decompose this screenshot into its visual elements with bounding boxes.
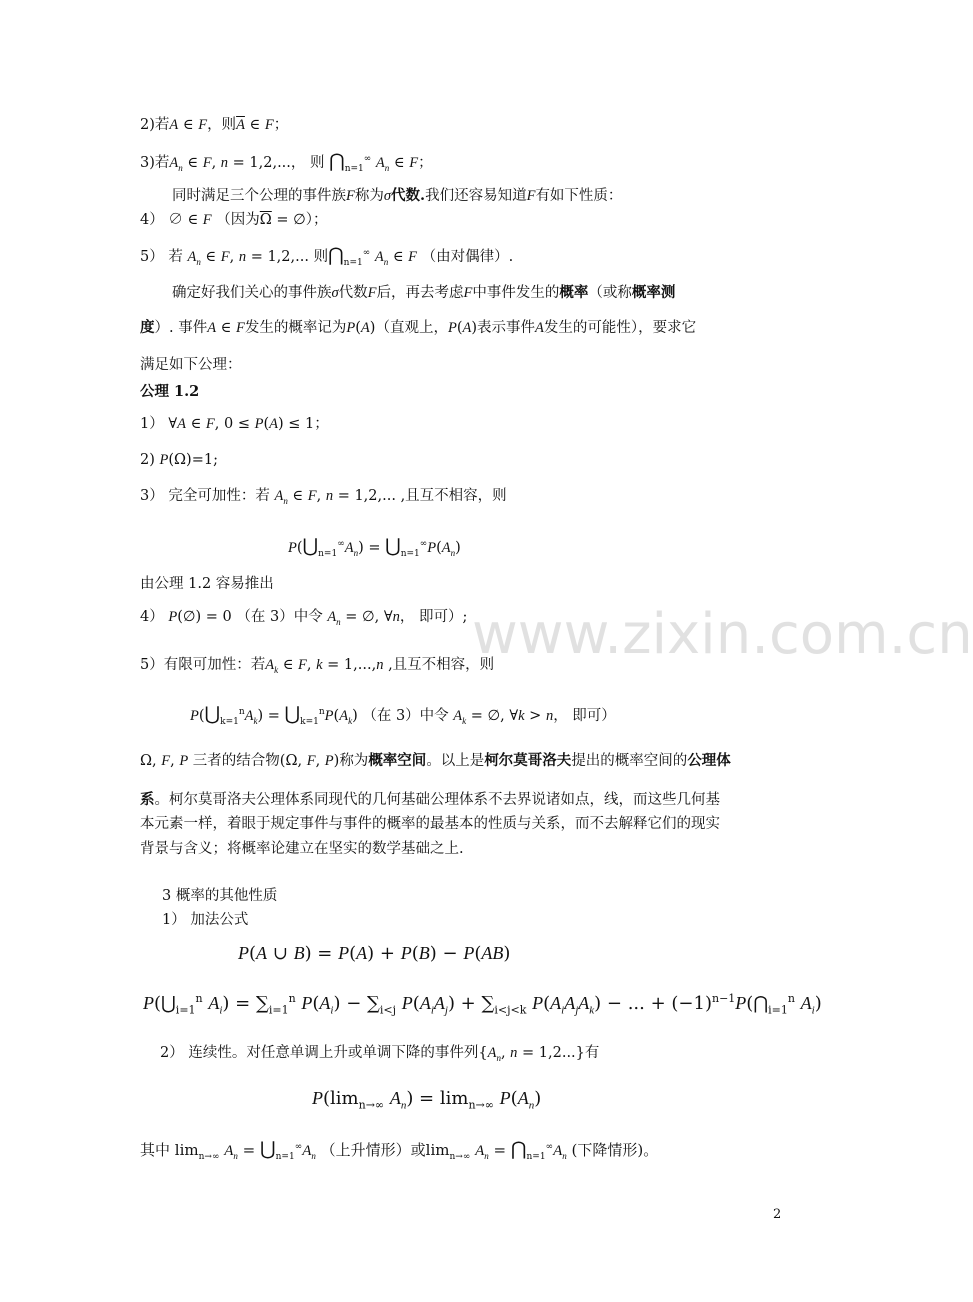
paragraph-probability-line1: 确定好我们关心的事件族σ代数F后，再去考虑F中事件发生的概率（或称概率测 xyxy=(172,284,676,301)
finite-additivity-formula: $P(⋃_{k=1}^nA_k)$ = $⋃_{k=1}^nP(A_k)$ （在 3）中令 $A_k$ = ∅, ∀k > n， 即可） xyxy=(190,703,616,727)
sigma-algebra-definition: 同时满足三个公理的事件族F称为σ代数.我们还容易知道F有如下性质： xyxy=(172,187,623,204)
axiom-2: 2) P(Ω)=1; xyxy=(140,452,218,468)
addition-formula-heading: 1） 加法公式 xyxy=(162,912,249,928)
section-3-heading: 3 概率的其他性质 xyxy=(162,888,278,904)
property-4: 4） ∅ ∈ F （因为$\overline{\Omega}$ = ∅）； xyxy=(140,212,328,228)
paragraph-probability-line3: 满足如下公理： xyxy=(140,357,242,373)
continuity-formula: $P(\lim_{n\to\infty}$ $A_n) = \lim_{n\to\infty} P(A_n)$ xyxy=(312,1088,542,1112)
limit-definition: 其中 $\lim_{n\to\infty} A_n$ = $⋃_{n=1}^\infty A_n$ （上升情形）或$\lim_{n\to\infty} A_n$ = $⋂_{n=1}^\infty A_n$ (下降情形)。 xyxy=(140,1138,659,1162)
countable-additivity-formula: $P(⋃_{n=1}^\infty A_n)$ = $⋃_{n=1}^\infty P(A_n)$ xyxy=(288,535,461,559)
property-3: 3)若$A_n$ ∈ F, n = 1,2,...， 则 $⋂_{n=1}^\infty$ $A_n$ ∈ F； xyxy=(140,150,433,174)
probability-space-line1: Ω, F, P 三者的结合物(Ω, F, P)称为概率空间。以上是柯尔莫哥洛夫提出的概率空间的公理体 xyxy=(140,752,731,769)
axiom-1: 1） ∀A ∈ F, 0 ≤ P(A) ≤ 1； xyxy=(140,416,329,432)
axiom-3: 3） 完全可加性：若 $A_n$ ∈ F, n = 1,2,... ,且互不相容，则 xyxy=(140,488,507,506)
derivation-intro: 由公理 1.2 容易推出 xyxy=(140,576,274,592)
axiom-title: 公理 1.2 xyxy=(140,383,200,400)
addition-formula-two-events: P(A ∪ B) = P(A) + P(B) − P(AB) xyxy=(238,943,511,964)
probability-space-line3: 本元素一样，着眼于规定事件与事件的概率的最基本的性质与关系，而不去解释它们的现实 xyxy=(140,816,720,832)
continuity-heading: 2） 连续性。对任意单调上升或单调下降的事件列{$A_n$, n = 1,2...}有 xyxy=(160,1045,600,1063)
property-5: 5） 若 $A_n$ ∈ F, n = 1,2,... 则$⋂_{n=1}^\infty$ $A_n$ ∈ F （由对偶律）. xyxy=(140,244,514,268)
probability-space-line2: 系。柯尔莫哥洛夫公理体系同现代的几何基础公理体系不去界说诸如点，线，而这些几何基 xyxy=(140,791,720,808)
paragraph-probability-line2: 度）. 事件A ∈ F发生的概率记为P(A)（直观上，P(A)表示事件A发生的可能性），要求它 xyxy=(140,319,697,336)
watermark: www.zixin.com.cn xyxy=(472,602,973,667)
page-number: 2 xyxy=(773,1207,782,1222)
property-2: 2)若A ∈ F，则$\overline{A}$ ∈ F； xyxy=(140,117,289,133)
derived-property-5: 5）有限可加性：若$A_k$ ∈ F, k = 1,...,n ,且互不相容，则 xyxy=(140,657,495,675)
probability-space-line4: 背景与含义；将概率论建立在坚实的数学基础之上. xyxy=(140,841,464,857)
inclusion-exclusion-formula: $P(⋃_{i=1}^n$ $A_i) = \sum_{i=1}^n$ $P(A_i) - \sum_{i<j}$ $P(A_iA_j) + \sum_{i<j<k}$ $P(A_iA_jA_k)$ − ... + $(-1)^{n-1}P(⋂_{i=1}^n$ $A_i$) xyxy=(143,992,822,1017)
derived-property-4: 4） P(∅) = 0 （在 3）中令 $A_n$ = ∅, ∀n， 即可）; xyxy=(140,609,468,627)
